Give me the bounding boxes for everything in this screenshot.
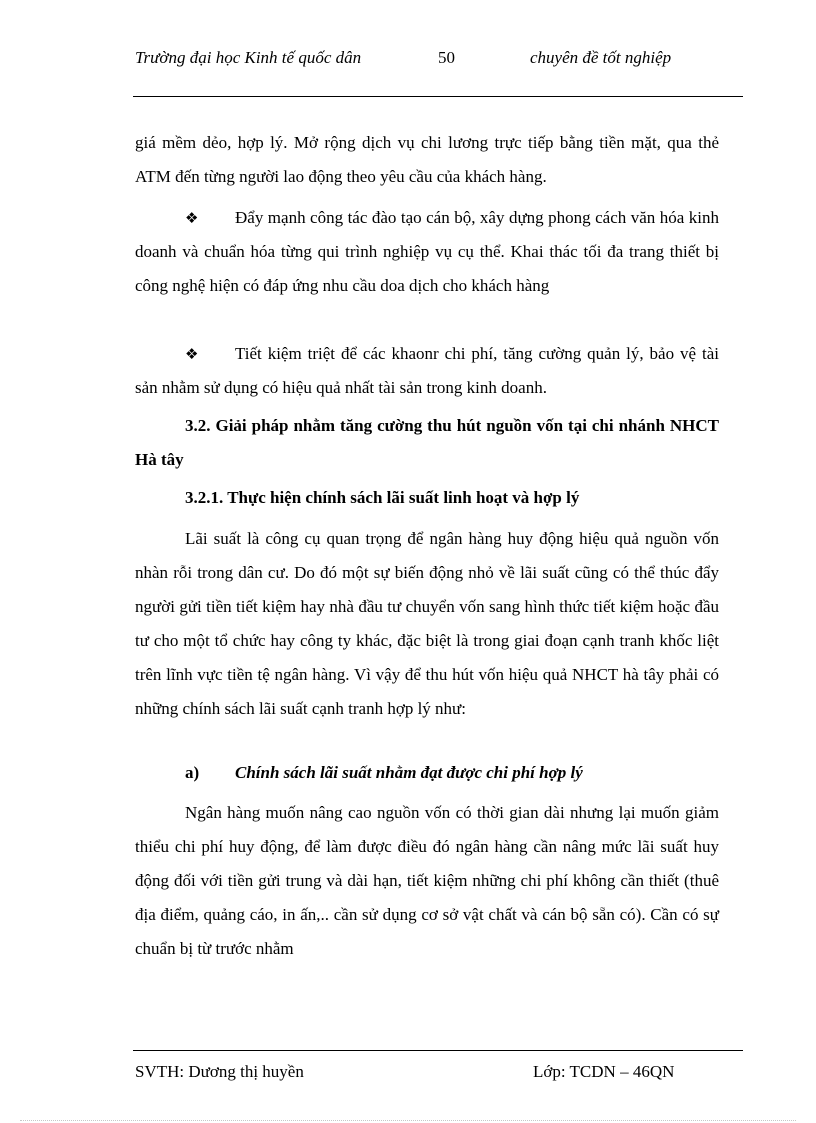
paragraph-cost-policy: Ngân hàng muốn nâng cao nguồn vốn có thời gian dài nhưng lại muốn giảm thiểu chi phí huy động, để làm được điều đó ngân hàng cần nâng mức lãi suất huy động đối với tiền gửi trung và dài hạn, tiết kiệm những chi phí không cần thiết (thuê địa điểm, quảng cáo, in ấn,.. cần sử dụng cơ sở vật chất và cán bộ sẵn có). Cần có sự chuẩn bị từ trước nhằm [135,803,719,958]
header-page-number: 50 [438,48,455,67]
paragraph-interest-rate: Lãi suất là công cụ quan trọng để ngân hàng huy động hiệu quả nguồn vốn nhàn rỗi trong dân cư. Do đó một sự biến động nhỏ về lãi suất cũng có thể thúc đẩy người gửi tiền tiết kiệm hay nhà đầu tư chuyển vốn sang hình thức tiết kiệm hoặc đầu tư cho một tổ chức hay công ty khác, đặc biệt là trong giai đoạn cạnh tranh khốc liệt trên lĩnh vực tiền tệ ngân hàng. Vì vậy để thu hút vốn hiệu quả NHCT hà tây phải có những chính sách lãi suất cạnh tranh hợp lý như: [135,529,719,718]
diamond-bullet-icon: ❖ [185,209,199,227]
header-document-type: chuyên đề tốt nghiệp [530,48,672,67]
footer-student: SVTH: Dương thị huyền [135,1062,304,1081]
paragraph-continuation: giá mềm dẻo, hợp lý. Mở rộng dịch vụ chi lương trực tiếp bằng tiền mặt, qua thẻ ATM đến từng người lao động theo yêu cầu của khách hàng. [135,133,719,186]
bullet-item-cost-saving [135,337,719,405]
subheading-a-title: Chính sách lãi suất nhằm đạt được chi phí hợp lý [235,763,583,782]
bullet-text-cost-saving: Tiết kiệm triệt để các khaonr chi phí, tăng cường quản lý, bảo vệ tài sản nhằm sử dụng có hiệu quả nhất tài sản trong kinh doanh. [135,344,719,397]
bullet-text-training: Đẩy mạnh công tác đào tạo cán bộ, xây dựng phong cách văn hóa kinh doanh và chuẩn hóa từng qui trình nghiệp vụ cụ thể. Khai thác tối đa trang thiết bị công nghệ hiện có đáp ứng nhu cầu doa dịch cho khách hàng [135,208,719,295]
page-footer [135,1062,743,1086]
subheading-a-letter: a) [185,763,200,782]
footer-divider [133,1050,743,1051]
bullet-item-training [135,201,719,303]
subheading-a [185,756,583,790]
page-header [135,48,743,72]
section-heading-3-2: 3.2. Giải pháp nhằm tăng cường thu hút nguồn vốn tại chi nhánh NHCT Hà tây [135,416,719,469]
diamond-bullet-icon: ❖ [185,345,199,363]
header-university: Trường đại học Kinh tế quốc dân [135,48,362,67]
section-heading-3-2-1: 3.2.1. Thực hiện chính sách lãi suất linh hoạt và hợp lý [185,488,580,507]
footer-class: Lớp: TCDN – 46QN [533,1062,675,1081]
header-divider [133,96,743,97]
page-edge-dotted-line [20,1120,796,1121]
